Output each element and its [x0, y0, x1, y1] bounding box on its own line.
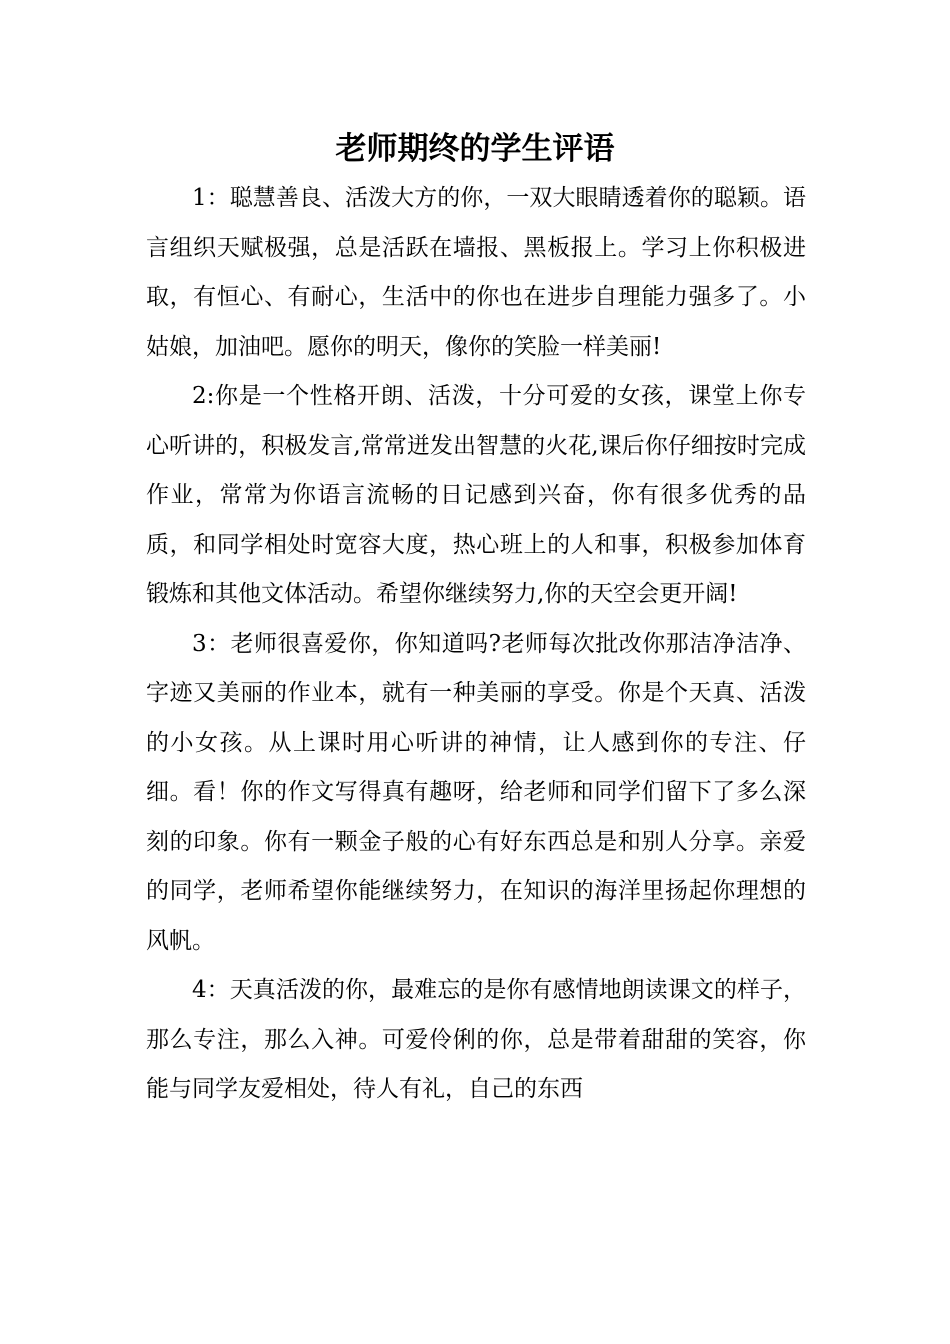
document-body [146, 174, 806, 1115]
paragraph-2: 2:你是一个性格开朗、活泼，十分可爱的女孩，课堂上你专心听讲的，积极发言,常常迸发出智慧的火花,课后你仔细按时完成作业，常常为你语言流畅的日记感到兴奋，你有很多优秀的品质，和同学相处时宽容大度，热心班上的人和事，积极参加体育锻炼和其他文体活动。希望你继续努力,你的天空会更开阔! [146, 383, 806, 607]
paragraph-4: 4：天真活泼的你，最难忘的是你有感情地朗读课文的样子，那么专注，那么入神。可爱伶俐的你，总是带着甜甜的笑容，你能与同学友爱相处，待人有礼，自己的东西 [146, 977, 806, 1102]
paragraph-3: 3：老师很喜爱你，你知道吗?老师每次批改你那洁净洁净、字迹又美丽的作业本，就有一种美丽的享受。你是个天真、活泼的小女孩。从上课时用心听讲的神情，让人感到你的专注、仔细。看！你的作文写得真有趣呀，给老师和同学们留下了多么深刻的印象。你有一颗金子般的心有好东西总是和别人分享。亲爱的同学，老师希望你能继续努力，在知识的海洋里扬起你理想的风帆。 [146, 630, 806, 954]
document-title: 老师期终的学生评语 [335, 131, 615, 167]
paragraph-1: 1：聪慧善良、活泼大方的你，一双大眼睛透着你的聪颖。语言组织天赋极强，总是活跃在墙报、黑板报上。学习上你积极进取，有恒心、有耐心，生活中的你也在进步自理能力强多了。小姑娘，加油吧。愿你的明天，像你的笑脸一样美丽! [146, 185, 806, 360]
